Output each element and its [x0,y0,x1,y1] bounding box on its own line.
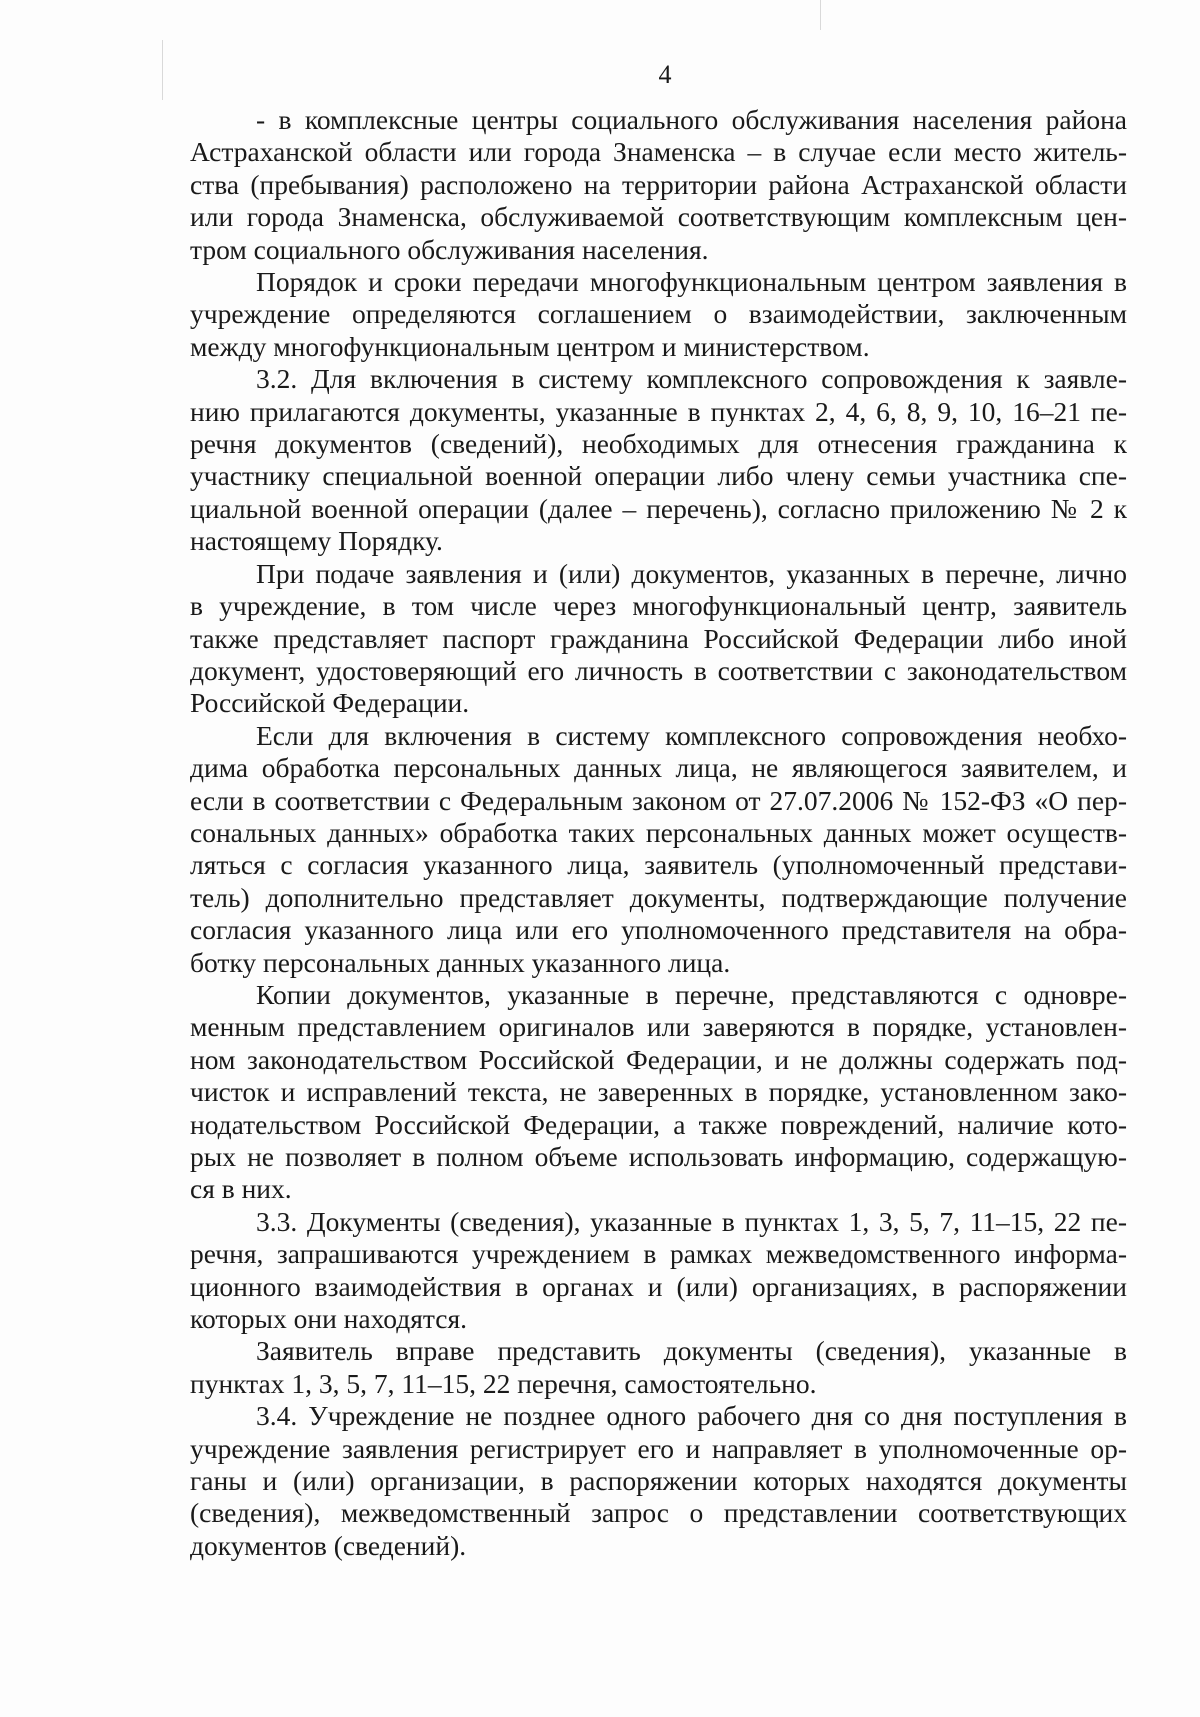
text-line: тель) дополнительно представляет документы, подтверждающие получение [190,881,1127,913]
text-line: 3.2. Для включения в систему комплексного сопровождения к заявле- [256,363,1127,395]
text-line: ционного взаимодействия в органах и (или) организациях, в распоряжении [190,1270,1127,1302]
text-line: - в комплексные центры социального обслуживания населения района [256,104,1127,135]
text-line: если в соответствии с Федеральным законом от 27.07.2006 № 152-ФЗ «О пер- [190,784,1127,816]
text-line: участнику специальной военной операции либо члену семьи участника спе- [190,460,1127,492]
text-line: дима обработка персональных данных лица, не являющегося заявителем, и [190,752,1127,784]
text-line: (сведения), межведомственный запрос о представлении соответствующих [190,1497,1127,1529]
text-line: Копии документов, указанные в перечне, представляются с одновре- [256,978,1127,1010]
paragraph-personal-data [190,720,1127,979]
document-body [190,104,1127,1562]
text-line: 3.4. Учреждение не позднее одного рабочего дня со дня поступления в [256,1400,1127,1432]
text-line: чисток и исправлений текста, не заверенных в порядке, установленном зако- [190,1076,1127,1108]
text-line: Астраханской области или города Знаменска – в случае если место житель- [190,136,1127,168]
text-line: учреждение заявления регистрирует его и направляет в уполномоченные ор- [190,1432,1127,1464]
text-line: ляться с согласия указанного лица, заявитель (уполномоченный представи- [190,849,1127,881]
text-line: учреждение определяются соглашением о взаимодействии, заключенным [190,298,1127,330]
text-line: нодательством Российской Федерации, а также повреждений, наличие кото- [190,1108,1127,1140]
paragraph-bullet-kcson [190,104,1127,266]
text-line: ства (пребывания) расположено на территории района Астраханской области [190,168,1127,200]
text-line: речня, запрашиваются учреждением в рамках межведомственного информа- [190,1238,1127,1270]
text-line: или города Знаменска, обслуживаемой соответствующим комплексным цен- [190,201,1127,233]
text-line: При подаче заявления и (или) документов, указанных в перечне, лично [256,557,1127,589]
text-line: циальной военной операции (далее – перечень), согласно приложению № 2 к [190,492,1127,524]
text-line: менным представлением оригиналов или заверяются в порядке, установлен- [190,1011,1127,1043]
text-line: в учреждение, в том числе через многофункциональный центр, заявитель [190,590,1127,622]
text-line: Если для включения в систему комплексного сопровождения необхо- [256,719,1127,751]
paragraph-copies [190,979,1127,1206]
text-line: настоящему Порядку. [190,525,443,557]
text-line: ном законодательством Российской Федерации, и не должны содержать под- [190,1043,1127,1075]
page-number: 4 [658,60,672,89]
text-line: 3.3. Документы (сведения), указанные в пунктах 1, 3, 5, 7, 11–15, 22 пе- [256,1205,1127,1237]
text-line: речня документов (сведений), необходимых для отнесения гражданина к [190,428,1127,460]
paragraph-personal-submission [190,558,1127,720]
text-line: пунктах 1, 3, 5, 7, 11–15, 22 перечня, самостоятельно. [190,1367,817,1399]
text-line: Заявитель вправе представить документы (сведения), указанные в [256,1335,1127,1367]
paragraph-clause-3-3 [190,1206,1127,1336]
text-line: ся в них. [190,1173,292,1205]
paragraph-clause-3-4 [190,1400,1127,1562]
text-line: тром социального обслуживания населения. [190,233,709,265]
text-line: также представляет паспорт гражданина Российской Федерации либо иной [190,622,1127,654]
text-line: ботку персональных данных указанного лица. [190,946,731,978]
text-line: документ, удостоверяющий его личность в соответствии с законодательством [190,654,1127,686]
paragraph-clause-3-2 [190,363,1127,557]
text-line: Порядок и сроки передачи многофункциональным центром заявления в [256,266,1127,298]
text-line: Российской Федерации. [190,687,470,719]
text-line: согласия указанного лица или его уполномоченного представителя на обра- [190,914,1127,946]
paragraph-self-submission [190,1335,1127,1400]
text-line: ганы и (или) организации, в распоряжении которых находятся документы [190,1465,1127,1497]
scan-artifact-line [820,0,821,30]
paragraph-transfer-order [190,266,1127,363]
text-line: рых не позволяет в полном объеме использовать информацию, содержащую- [190,1141,1127,1172]
text-line: нию прилагаются документы, указанные в пунктах 2, 4, 6, 8, 9, 10, 16–21 пе- [190,395,1127,427]
text-line: которых они находятся. [190,1303,467,1335]
text-line: сональных данных» обработка таких персональных данных может осуществ- [190,816,1127,848]
text-line: документов (сведений). [190,1529,467,1561]
text-line: между многофункциональным центром и министерством. [190,330,870,362]
